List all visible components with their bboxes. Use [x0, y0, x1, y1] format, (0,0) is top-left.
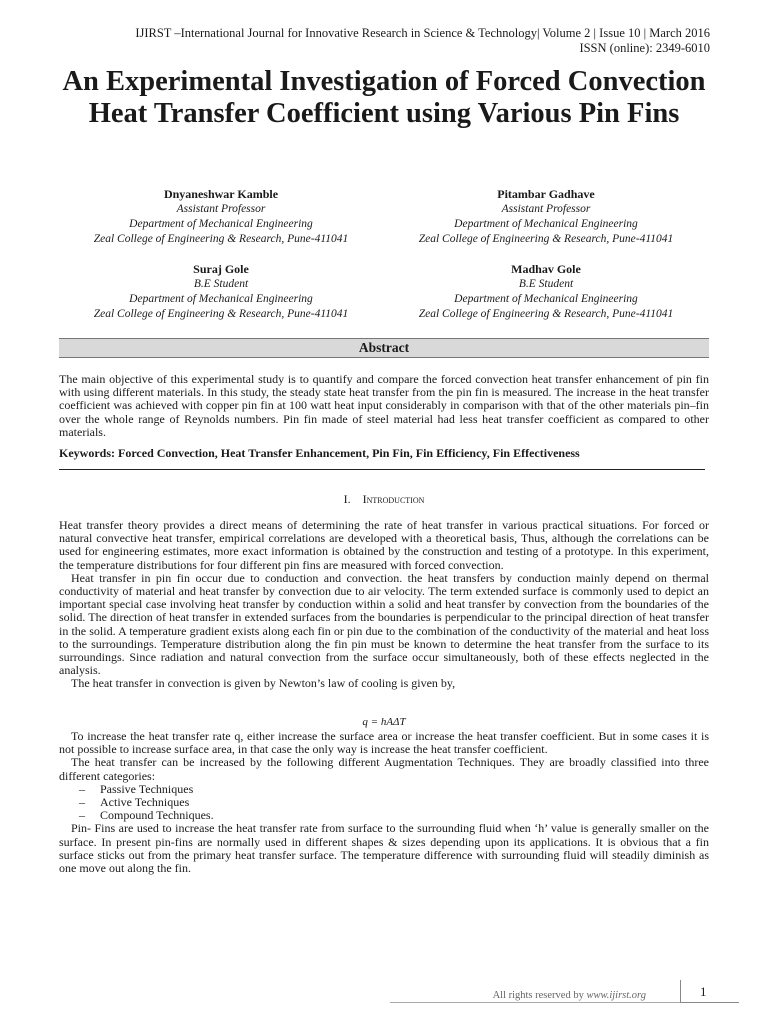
list-item: – Passive Techniques — [59, 783, 709, 796]
intro-paragraph: Heat transfer theory provides a direct means of determining the rate of heat transfer in various practical situations. For forced or natural convective heat transfer, empirical correlations are developed with a theoretical basis, Thus, although the correlations can be used for engineering estimates, more exact information is obtained by the construction and testing of a prototype. In this experiment, the temperature distributions for four different pin fins are measured with forced convection. — [59, 518, 709, 572]
list-item: – Compound Techniques. — [59, 809, 709, 822]
author-role: B.E Student — [518, 278, 574, 290]
intro-paragraph: Heat transfer in pin fin occur due to conduction and convection. the heat transfers by conduction mainly depend on thermal conductivity of material and heat transfer by convection due to air velocity. The term extended surface is commonly used to depict an important special case involving heat transfer by conduction within a solid and heat transfer by convection from the boundaries of the solid. The direction of heat transfer in extended surfaces from the boundaries is perpendicular to the principal direction of heat transfer in the solid. A temperature gradient exists along each fin or pin due to the combination of the conductivity of the material and heat loss to the surroundings. Temperature distribution along the fin pin must be known to determine the heat transfer from the surface to its surroundings. Since radiation and natural convection from the surface occur simultaneously, both of these effects neglected in the analysis. — [59, 570, 709, 678]
page-number-box — [680, 980, 739, 1003]
page-number: 1 — [700, 984, 707, 999]
intro-body-continued — [59, 730, 709, 875]
author-role: Assistant Professor — [501, 203, 591, 215]
author-affiliation: Zeal College of Engineering & Research, Pune-411041 — [93, 308, 349, 320]
author-block — [66, 187, 376, 247]
equation: q = hAΔT — [362, 716, 406, 728]
author-block — [66, 262, 376, 322]
abstract-text: The main objective of this experimental study is to quantify and compare the forced convection heat transfer enhancement of pin fin with using different materials. In this study, the steady state heat transfer from the pin fin is measured. The increase in the heat transfer coefficient was achieved with copper pin fin at 100 watt heat input considerably in comparison with that of the other materials pin–fin over the whole range of Reynolds numbers. Pin fin made of steel material had less heat transfer coefficient as compared to other materials. — [59, 372, 709, 439]
journal-header: IJIRST –International Journal for Innovative Research in Science & Technology| Volume 2 | Issue 10 | March 2016 — [135, 26, 710, 40]
journal-url[interactable]: www.ijirst.org — [586, 990, 646, 1001]
author-department: Department of Mechanical Engineering — [129, 218, 313, 230]
footer-rights — [493, 990, 646, 1001]
section-number: I. — [343, 492, 351, 506]
section-divider — [59, 469, 705, 470]
intro-paragraph: Pin- Fins are used to increase the heat transfer rate from surface to the surrounding fluid when ‘h’ value is generally smaller on the surface. In present pin-fins are normally used in different shapes & sizes depending upon its applications. It is obvious that a fin surface sticks out from the primary heat transfer surface. The temperature difference with surrounding fluid will steadily diminish as one move out along the fin. — [59, 821, 709, 876]
author-department: Department of Mechanical Engineering — [454, 218, 638, 230]
technique-list — [59, 783, 709, 823]
author-department: Department of Mechanical Engineering — [129, 293, 313, 305]
author-department: Department of Mechanical Engineering — [454, 293, 638, 305]
intro-paragraph: To increase the heat transfer rate q, either increase the surface area or increase the heat transfer coefficient. But in some cases it is not possible to increase surface area, in that case the only way is increase the heat transfer coefficient. — [59, 729, 709, 757]
author-affiliation: Zeal College of Engineering & Research, Pune-411041 — [418, 233, 674, 245]
intro-paragraph: The heat transfer in convection is given by Newton’s law of cooling is given by, — [71, 676, 456, 691]
technique-label: Passive Techniques — [100, 781, 194, 796]
intro-paragraph: The heat transfer can be increased by the following different Augmentation Techniques. They are broadly classified into three different categories: — [59, 755, 709, 783]
intro-body — [59, 519, 709, 691]
author-name: Madhav Gole — [511, 262, 581, 276]
paper-title: An Experimental Investigation of Forced Convection Heat Transfer Coefficient using Various Pin Fins — [62, 66, 706, 129]
author-role: Assistant Professor — [176, 203, 266, 215]
author-affiliation: Zeal College of Engineering & Research, Pune-411041 — [418, 308, 674, 320]
abstract-heading: Abstract — [59, 338, 709, 358]
author-affiliation: Zeal College of Engineering & Research, Pune-411041 — [93, 233, 349, 245]
technique-label: Active Techniques — [100, 795, 190, 810]
technique-label: Compound Techniques. — [100, 808, 214, 823]
rights-text: All rights reserved by — [492, 990, 584, 1001]
keywords: Keywords: Forced Convection, Heat Transfer Enhancement, Pin Fin, Fin Efficiency, Fin Effectiveness — [59, 446, 580, 460]
author-role: B.E Student — [193, 278, 249, 290]
section-title: Introduction — [362, 492, 425, 506]
list-item: – Active Techniques — [59, 796, 709, 809]
section-heading — [0, 492, 768, 507]
author-name: Dnyaneshwar Kamble — [163, 187, 279, 201]
author-block — [391, 187, 701, 247]
author-name: Pitambar Gadhave — [497, 187, 595, 201]
footer-rule — [390, 1002, 680, 1003]
issn-line: ISSN (online): 2349-6010 — [579, 41, 710, 55]
author-name: Suraj Gole — [193, 262, 249, 276]
author-block — [391, 262, 701, 322]
